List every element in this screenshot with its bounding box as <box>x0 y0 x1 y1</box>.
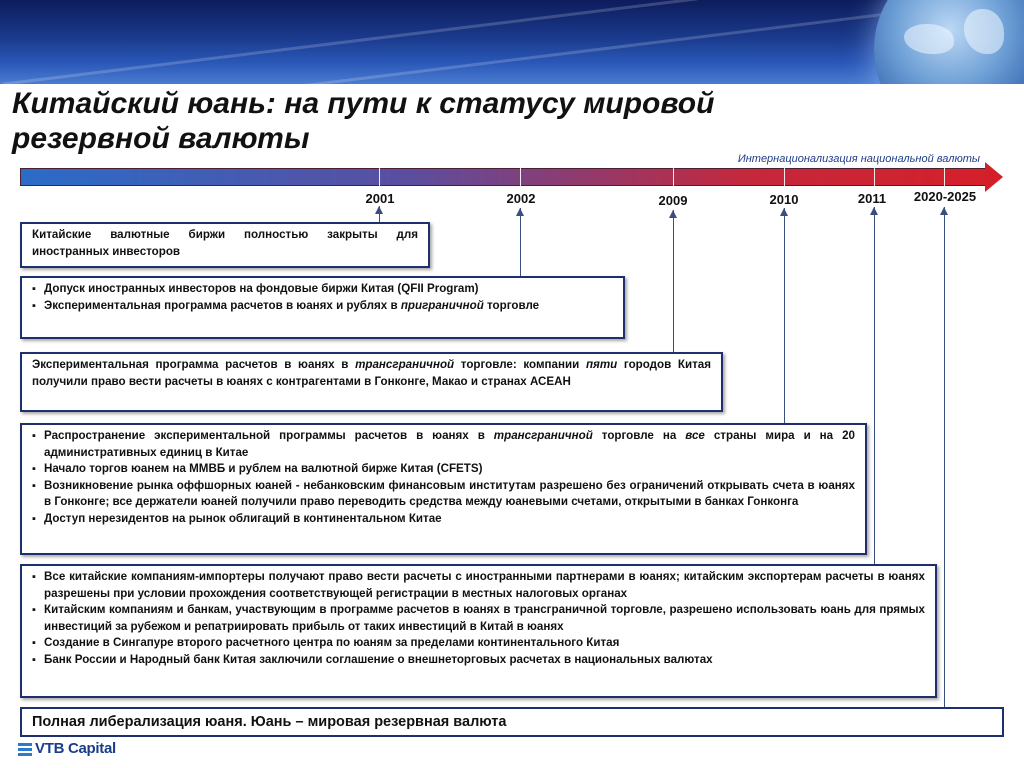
timeline-tick <box>784 168 785 186</box>
vtb-logo <box>18 740 116 757</box>
connector-arrowhead <box>780 208 788 216</box>
timeline-tick <box>379 168 380 186</box>
box-2001-text: Китайские валютные биржи полностью закрыты для иностранных инвесторов <box>32 228 418 258</box>
year-label: 2001 <box>365 191 395 206</box>
list-item: ▪ Допуск иностранных инвесторов на фондовые биржи Китая (QFII Program) <box>32 281 613 298</box>
list-item: ▪ Китайским компаниям и банкам, участвующим в программе расчетов в юанях в трансграничной торговле, разрешено использовать юань для прямых инвестиций за рубежом и репатриировать прибыль от таких инвестиций в Китай в юанях <box>32 602 925 635</box>
year-label: 2020-2025 <box>913 189 977 204</box>
box-2009: Экспериментальная программа расчетов в юанях в трансграничной торговле: компании пяти городов Китая получили право вести расчеты в юанях с контрагентами в Гонконге, Макао и странах АСЕАН <box>20 352 723 412</box>
globe-land <box>904 24 954 54</box>
connector-line <box>673 210 674 352</box>
connector-line <box>520 208 521 276</box>
connector-arrowhead <box>516 208 524 216</box>
connector-line <box>784 208 785 423</box>
connector-line <box>944 207 945 707</box>
timeline-tick <box>673 168 674 186</box>
timeline-arrowhead <box>985 162 1003 192</box>
list-item: ▪ Доступ нерезидентов на рынок облигаций в континентальном Китае <box>32 511 855 528</box>
vtb-logo-icon <box>18 742 32 756</box>
timeline-tick <box>944 168 945 186</box>
header-banner <box>0 0 1024 84</box>
year-label: 2011 <box>857 191 887 206</box>
timeline-arrow <box>20 168 986 186</box>
year-label: 2002 <box>506 191 536 206</box>
connector-arrowhead <box>870 207 878 215</box>
box-2002 <box>20 276 625 339</box>
list-item: ▪ Начало торгов юанем на ММВБ и рублем на валютной бирже Китая (CFETS) <box>32 461 855 478</box>
globe-land <box>964 9 1004 54</box>
list-item: ▪ Возникновение рынка оффшорных юаней - небанковским финансовым институтам разрешено без ограничений открывать счета в юанях в Гонконге; все держатели юаней получили право переводить средства между юаневыми счетами, открытыми в банках Гонконга <box>32 478 855 511</box>
list-item: ▪ Все китайские компаниям-импортеры получают право вести расчеты с иностранными партнерами в юанях; китайским экспортерам расчеты в юанях разрешены при условии прохождения соответствующей регистрации в местных налоговых органах <box>32 569 925 602</box>
box-2020-2025: Полная либерализация юаня. Юань – мировая резервная валюта <box>20 707 1004 737</box>
box-2010 <box>20 423 867 555</box>
connector-line <box>874 207 875 564</box>
box-2001 <box>20 222 430 268</box>
list-item: ▪ Экспериментальная программа расчетов в юанях и рублях в приграничной торговле <box>32 298 613 315</box>
banner-streak <box>2 0 697 84</box>
connector-arrowhead <box>669 210 677 218</box>
connector-arrowhead <box>940 207 948 215</box>
list-item: ▪ Распространение экспериментальной программы расчетов в юанях в трансграничной торговле на все страны мира и на 20 административных единиц в Китае <box>32 428 855 461</box>
timeline-tick <box>874 168 875 186</box>
box-2011 <box>20 564 937 698</box>
timeline-tick <box>520 168 521 186</box>
vtb-logo-text: VTB Capital <box>35 740 116 757</box>
list-item: ▪ Банк России и Народный банк Китая заключили соглашение о внешнеторговых расчетах в национальных валютах <box>32 652 925 669</box>
year-label: 2010 <box>769 192 799 207</box>
globe-image <box>874 0 1024 84</box>
page-title: Китайский юань: на пути к статусу мировой резервной валюты <box>12 87 715 155</box>
list-item: ▪ Создание в Сингапуре второго расчетного центра по юаням за пределами континентального Китая <box>32 635 925 652</box>
timeline-label: Интернационализация национальной валюты <box>737 153 980 165</box>
connector-arrowhead <box>375 206 383 214</box>
year-label: 2009 <box>658 193 688 208</box>
